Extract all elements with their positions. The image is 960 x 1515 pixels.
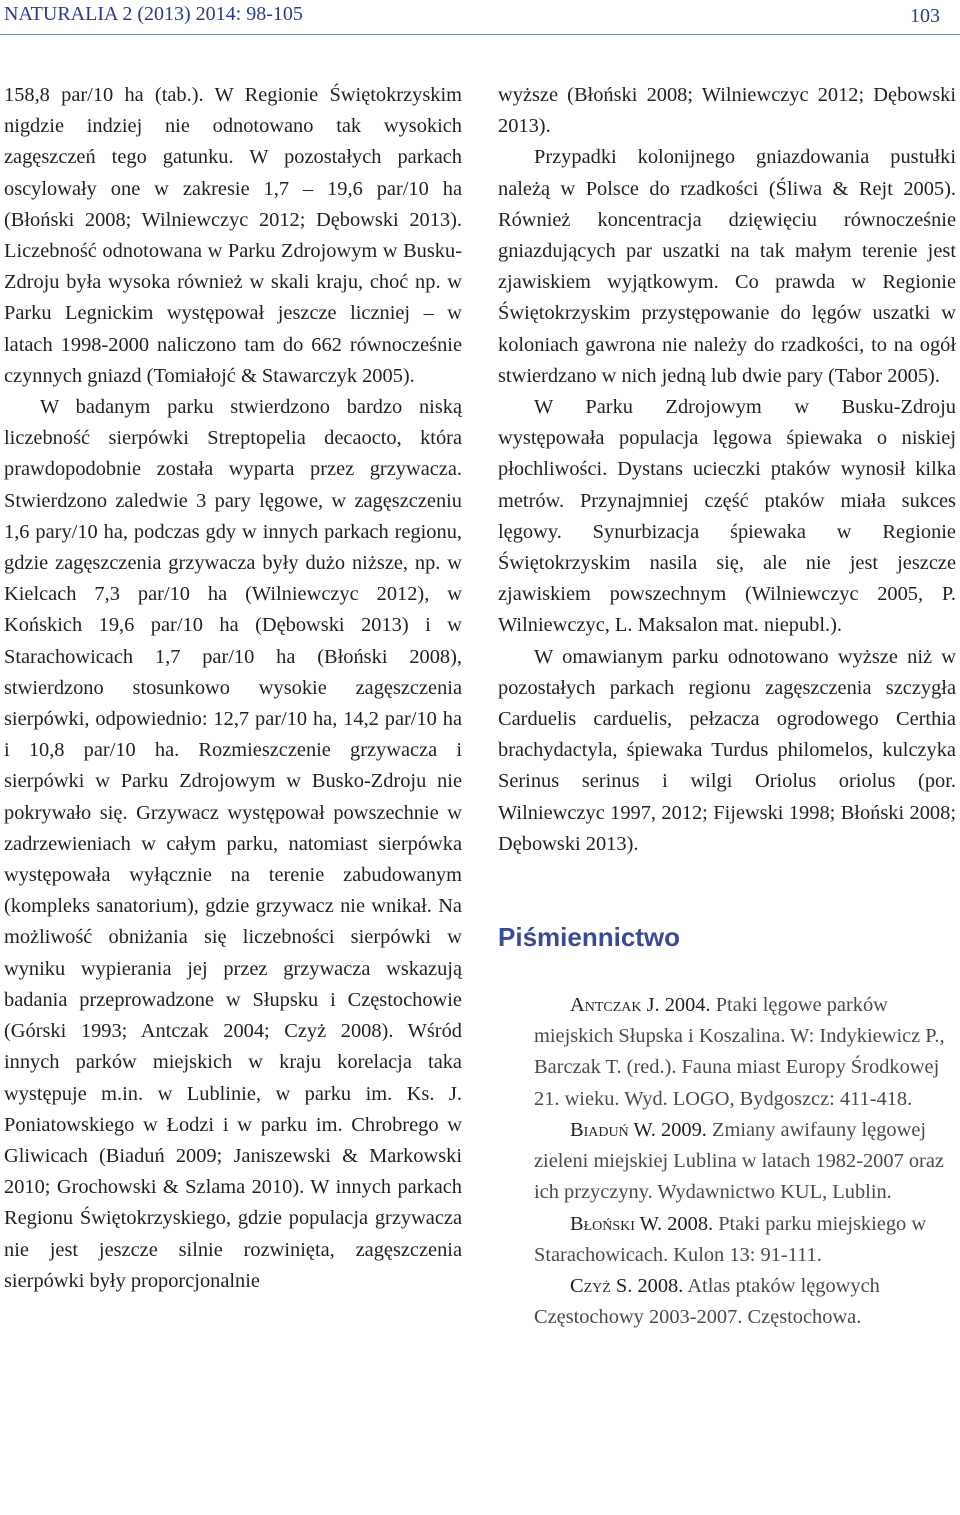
paragraph: 158,8 par/10 ha (tab.). W Regionie Świętokrzyskim nigdzie indziej nie odnotowano tak wysokich zagęszczeń tego gatunku. W pozostałych parkach oscylowały one w zakresie 1,7 – 19,6 par/10 ha (Błoński 2008; Wilniewczyc 2012; Dębowski 2013). Liczebność odnotowana w Parku Zdrojowym w Busku-Zdroju była wysoka również w skali kraju, choć np. w Parku Legnickim występował jeszcze liczniej – w latach 1998-2000 naliczono tam do 662 równocześnie czynnych gniazd (Tomiałojć & Stawarczyk 2005). — [4, 84, 462, 387]
reference-author: Czyż S. 2008. — [570, 1274, 684, 1297]
reference-item — [498, 990, 956, 1115]
reference-author: Biaduń W. 2009. — [570, 1118, 707, 1141]
reference-text: Ptaki parku miejskiego w Starachowicach. Kulon 13: 91-111. — [534, 1212, 927, 1266]
paragraph: W omawianym parku odnotowano wyższe niż w pozostałych parkach regionu zagęszczenia szczygła Carduelis carduelis, pełzacza ogrodowego Certhia brachydactyla, śpiewaka Turdus philomelos, kulczyka Serinus serinus i wilgi Oriolus oriolus (por. Wilniewczyc 1997, 2012; Fijewski 1998; Błoński 2008; Dębowski 2013). — [498, 645, 956, 855]
reference-author: Błoński W. 2008. — [570, 1212, 714, 1235]
page-number: 103 — [910, 5, 940, 27]
paragraph: Przypadki kolonijnego gniazdowania pustułki należą w Polsce do rzadkości (Śliwa & Rejt 2005). Również koncentracja dzięwięciu równocześnie gniazdujących par uszatki na tak małym terenie jest zjawiskiem wyjątkowym. Co prawda w Regionie Świętokrzyskim przystępowanie do lęgów uszatki w koloniach gawrona nie należy do rzadkości, to na ogół stwierdzano w nich jedną lub dwie pary (Tabor 2005). — [498, 146, 956, 387]
reference-item — [498, 1209, 956, 1271]
reference-text: Ptaki lęgowe parków miejskich Słupska i Koszalina. W: Indykiewicz P., Barczak T. (red.). Fauna miast Europy Środkowej 21. wieku. Wyd. LOGO, Bydgoszcz: 411-418. — [534, 994, 945, 1110]
right-column — [498, 80, 956, 1333]
reference-text: Zmiany awifauny lęgowej zieleni miejskiej Lublina w latach 1982-2007 oraz ich przyczyny. Wydawnictwo KUL, Lublin. — [534, 1118, 944, 1204]
reference-text: Atlas ptaków lęgowych Częstochowy 2003-2007. Częstochowa. — [534, 1274, 880, 1329]
reference-author: Antczak J. 2004. — [570, 994, 711, 1017]
reference-item — [498, 1115, 956, 1209]
references-heading: Piśmiennictwo — [498, 922, 681, 953]
running-header — [0, 0, 960, 35]
left-column — [4, 80, 462, 1297]
paragraph: W badanym parku stwierdzono bardzo niską liczebność sierpówki Streptopelia decaocto, która prawdopodobnie została wyparta przez grzywacza. Stwierdzono zaledwie 3 pary lęgowe, w zagęszczeniu 1,6 pary/10 ha, podczas gdy w innych parkach regionu, gdzie zagęszczenia grzywacza były dużo niższe, np. w Kielcach 7,3 par/10 ha (Wilniewczyc 2012), w Końskich 19,6 par/10 ha (Dębowski 2013) i w Starachowicach 1,7 par/10 ha (Błoński 2008), stwierdzono stosunkowo wysokie zagęszczenia sierpówki, odpowiednio: 12,7 par/10 ha, 14,2 par/10 ha i 10,8 par/10 ha. Rozmieszczenie grzywacza i sierpówki w Parku Zdrojowym w Busko-Zdroju nie pokrywało się. Grzywacz występował powszechnie w zadrzewieniach w całym parku, natomiast sierpówka występowała wyłącznie na terenie zabudowanym (kompleks sanatorium), gdzie grzywacz nie wnikał. Na możliwość obniżania się liczebności sierpówki w wyniku wypierania jej przez grzywacza wskazują badania przeprowadzone w Słupsku i Częstochowie (Górski 1993; Antczak 2004; Czyż 2008). Wśród innych parków miejskich w kraju korelacja taka występuje m.in. w Lublinie, w parku im. Ks. J. Poniatowskiego w Łodzi i w parku im. Chrobrego w Gliwicach (Biaduń 2009; Janiszewski & Markowski 2010; Grochowski & Szlama 2010). W innych parkach Regionu Świętokrzyskiego, gdzie populacja grzywacza nie jest jeszcze silnie rozwinięta, zagęszczenia sierpówki były proporcjonalnie — [4, 396, 462, 1292]
reference-item — [498, 1271, 956, 1333]
paragraph: W Parku Zdrojowym w Busku-Zdroju występowała populacja lęgowa śpiewaka o niskiej płochliwości. Dystans ucieczki ptaków wynosił kilka metrów. Przynajmniej część ptaków miała sukces lęgowy. Synurbizacja śpiewaka w Regionie Świętokrzyskim nasila się, ale nie jest jeszcze zjawiskiem powszechnym (Wilniewczyc 2005, P. Wilniewczyc, L. Maksalon mat. niepubl.). — [498, 396, 956, 637]
paragraph: wyższe (Błoński 2008; Wilniewczyc 2012; Dębowski 2013). — [498, 84, 956, 138]
journal-citation: NATURALIA 2 (2013) 2014: 98-105 — [4, 3, 303, 25]
